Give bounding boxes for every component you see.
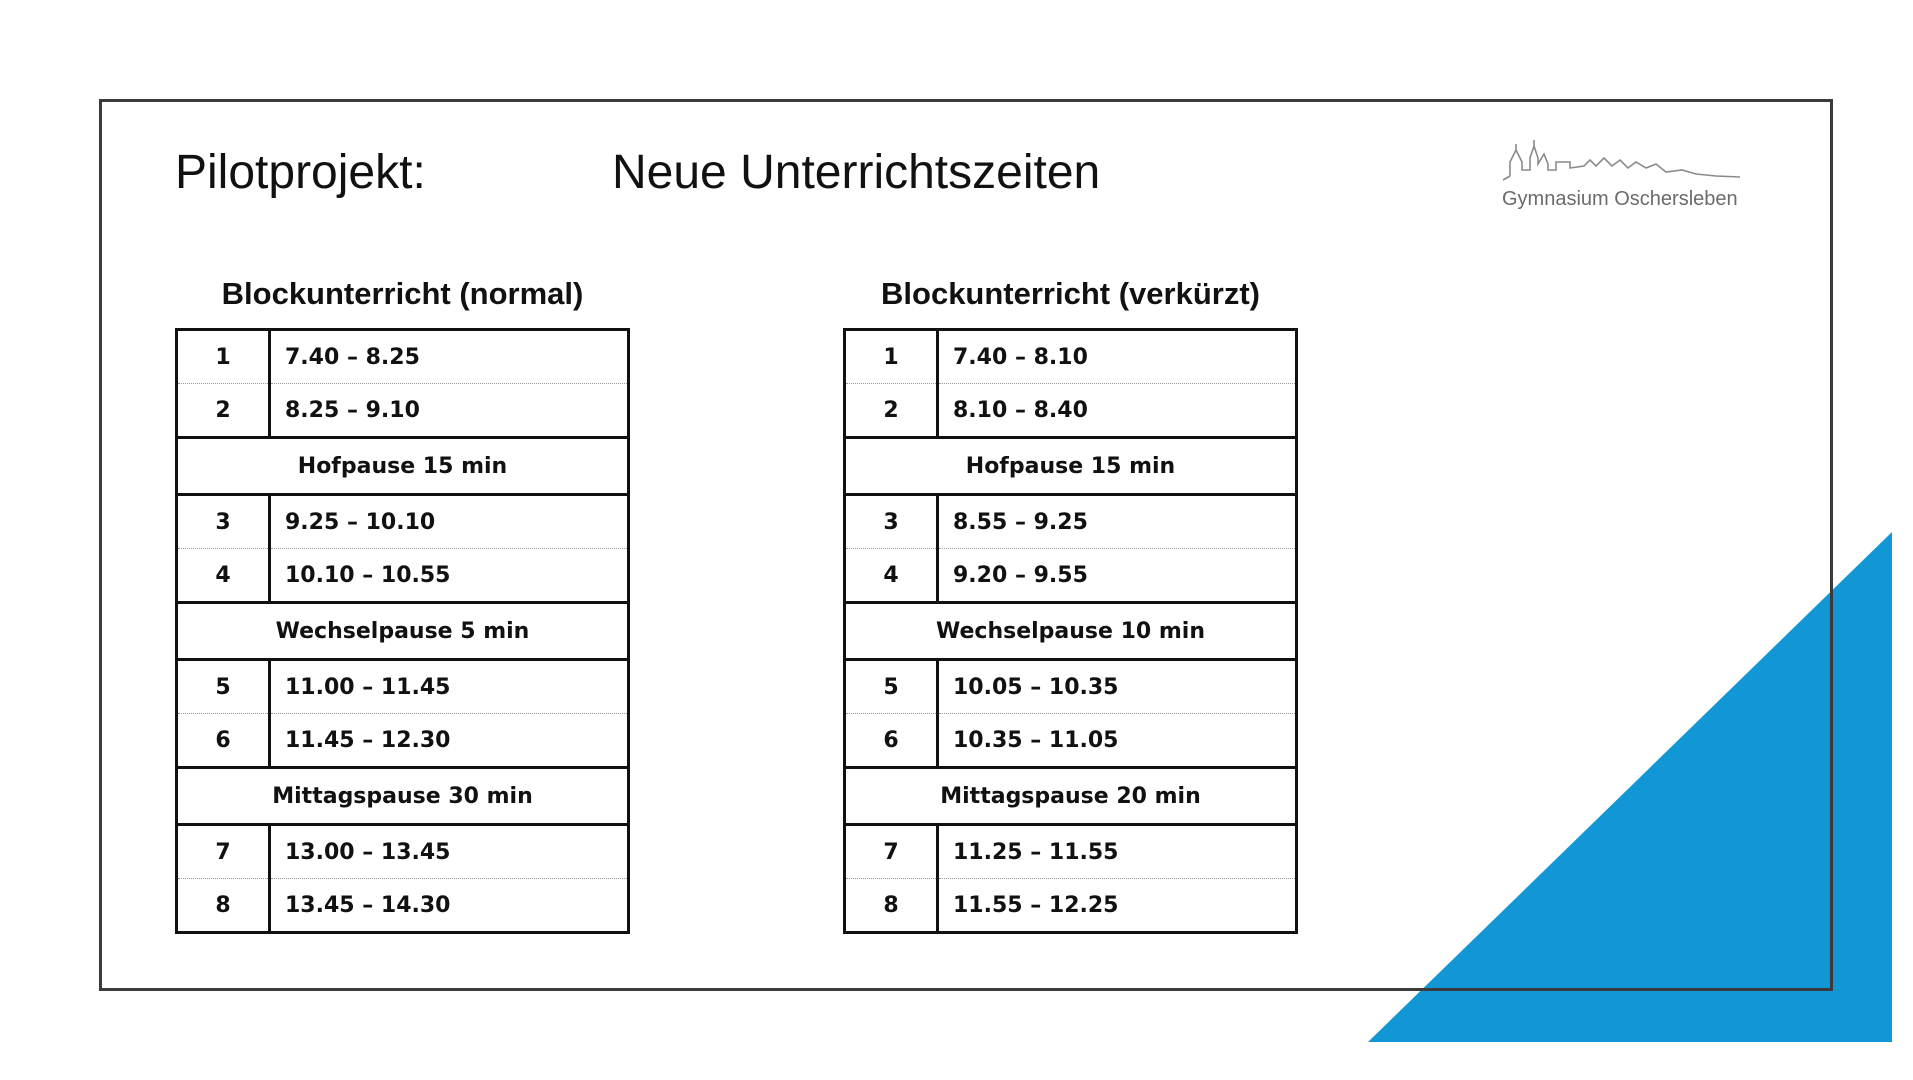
period-time: 7.40 – 8.10 [938, 330, 1297, 384]
period-number: 1 [177, 330, 270, 384]
period-number: 7 [177, 825, 270, 879]
period-number: 1 [845, 330, 938, 384]
period-time: 9.20 – 9.55 [938, 549, 1297, 603]
pause-label: Wechselpause 10 min [845, 603, 1297, 660]
pause-row [845, 603, 1297, 660]
logo-text: Gymnasium Oschersleben [1502, 188, 1738, 210]
table-row [845, 660, 1297, 714]
pause-row [177, 603, 629, 660]
school-logo [1500, 140, 1745, 215]
schedule-title: Blockunterricht (normal) [221, 276, 584, 311]
table-row [177, 495, 629, 549]
period-time: 8.10 – 8.40 [938, 384, 1297, 438]
schedule-table [175, 328, 630, 934]
pause-label: Hofpause 15 min [845, 438, 1297, 495]
period-time: 10.05 – 10.35 [938, 660, 1297, 714]
schedule-shortened [843, 272, 1298, 934]
period-number: 3 [177, 495, 270, 549]
period-time: 10.10 – 10.55 [270, 549, 629, 603]
table-row [177, 714, 629, 768]
table-row [177, 660, 629, 714]
pause-label: Mittagspause 30 min [177, 768, 629, 825]
period-time: 11.00 – 11.45 [270, 660, 629, 714]
period-time: 13.45 – 14.30 [270, 879, 629, 933]
period-time: 11.25 – 11.55 [938, 825, 1297, 879]
period-number: 8 [177, 879, 270, 933]
table-row [845, 879, 1297, 933]
period-number: 5 [177, 660, 270, 714]
pause-row [177, 768, 629, 825]
table-row [845, 384, 1297, 438]
skyline-icon [1500, 140, 1745, 190]
table-row [177, 825, 629, 879]
period-number: 5 [845, 660, 938, 714]
table-row [845, 825, 1297, 879]
table-row [177, 384, 629, 438]
slide-title-label: Pilotprojekt: [175, 146, 426, 199]
schedule-normal [175, 272, 630, 934]
period-time: 7.40 – 8.25 [270, 330, 629, 384]
pause-row [177, 438, 629, 495]
period-number: 2 [177, 384, 270, 438]
period-number: 4 [845, 549, 938, 603]
slide-title: Neue Unterrichtszeiten [612, 146, 1101, 199]
table-row [177, 549, 629, 603]
period-time: 10.35 – 11.05 [938, 714, 1297, 768]
period-number: 3 [845, 495, 938, 549]
period-time: 8.55 – 9.25 [938, 495, 1297, 549]
period-number: 8 [845, 879, 938, 933]
pause-row [845, 438, 1297, 495]
table-row [845, 495, 1297, 549]
table-row [845, 714, 1297, 768]
table-row [845, 549, 1297, 603]
period-time: 11.45 – 12.30 [270, 714, 629, 768]
period-time: 8.25 – 9.10 [270, 384, 629, 438]
table-row [177, 879, 629, 933]
period-time: 13.00 – 13.45 [270, 825, 629, 879]
period-time: 9.25 – 10.10 [270, 495, 629, 549]
period-number: 4 [177, 549, 270, 603]
period-number: 6 [177, 714, 270, 768]
pause-label: Wechselpause 5 min [177, 603, 629, 660]
schedule-title: Blockunterricht (verkürzt) [881, 276, 1260, 311]
pause-label: Mittagspause 20 min [845, 768, 1297, 825]
schedule-table [843, 328, 1298, 934]
table-row [177, 330, 629, 384]
period-number: 2 [845, 384, 938, 438]
period-number: 7 [845, 825, 938, 879]
table-row [845, 330, 1297, 384]
pause-label: Hofpause 15 min [177, 438, 629, 495]
period-number: 6 [845, 714, 938, 768]
pause-row [845, 768, 1297, 825]
period-time: 11.55 – 12.25 [938, 879, 1297, 933]
